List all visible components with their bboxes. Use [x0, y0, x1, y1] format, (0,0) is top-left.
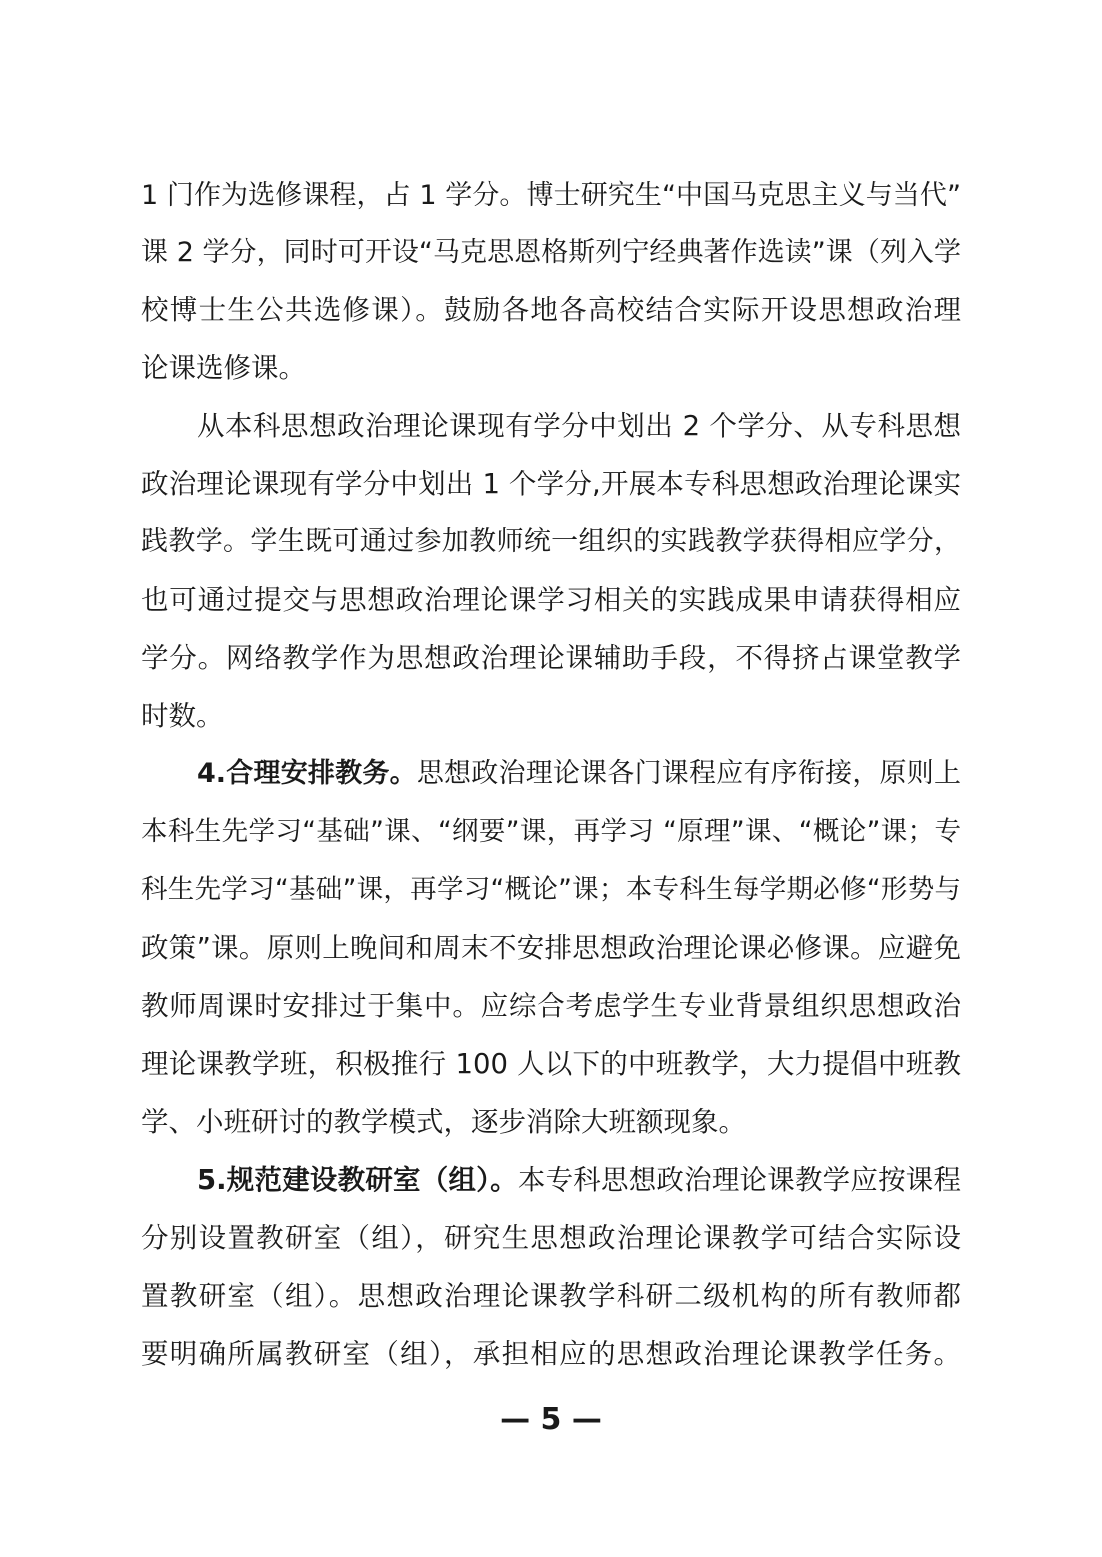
- paragraph-line: 置教研室（组）。思想政治理论课教学科研二级机构的所有教师都: [141, 1280, 961, 1312]
- paragraph-line: 也可通过提交与思想政治理论课学习相关的实践成果申请获得相应: [141, 584, 961, 616]
- paragraph-line: 要明确所属教研室（组），承担相应的思想政治理论课教学任务。: [141, 1338, 961, 1370]
- paragraph-line: 课 2 学分，同时可开设“马克思恩格斯列宁经典著作选读”课（列入学: [141, 237, 961, 268]
- paragraph-line: 分别设置教研室（组），研究生思想政治理论课教学可结合实际设: [141, 1222, 961, 1254]
- paragraph-line: 政治理论课现有学分中划出 1 个学分,开展本专科思想政治理论课实: [141, 468, 961, 500]
- section-heading-rest: 本专科思想政治理论课教学应按课程: [517, 1164, 962, 1196]
- paragraph-line: 时数。: [141, 700, 224, 732]
- paragraph-line: 学、小班研讨的教学模式，逐步消除大班额现象。: [141, 1106, 746, 1138]
- paragraph-line: [197, 1160, 961, 1200]
- paragraph-line: 践教学。学生既可通过参加教师统一组织的实践教学获得相应学分，: [141, 526, 961, 557]
- paragraph-line: 校博士生公共选修课）。鼓励各地各高校结合实际开设思想政治理: [141, 294, 961, 326]
- paragraph-line: 科生先学习“基础”课，再学习“概论”课；本专科生每学期必修“形势与: [141, 874, 961, 905]
- page-number: — 5 —: [500, 1402, 602, 1437]
- paragraph-line: 学分。网络教学作为思想政治理论课辅助手段，不得挤占课堂教学: [141, 642, 961, 674]
- paragraph-line: 理论课教学班，积极推行 100 人以下的中班教学，大力提倡中班教: [141, 1048, 961, 1080]
- paragraph-line: 本科生先学习“基础”课、“纲要”课，再学习 “原理”课、“概论”课；专: [141, 816, 961, 847]
- paragraph-line: 论课选修课。: [141, 352, 306, 384]
- section-heading: 4.合理安排教务。: [197, 758, 417, 789]
- paragraph-line: 教师周课时安排过于集中。应综合考虑学生专业背景组织思想政治: [141, 990, 961, 1022]
- paragraph-line: 政策”课。原则上晚间和周末不安排思想政治理论课必修课。应避免: [141, 932, 961, 964]
- paragraph-line: [197, 754, 961, 794]
- paragraph-line: 从本科思想政治理论课现有学分中划出 2 个学分、从专科思想: [197, 410, 961, 442]
- section-heading: 5.规范建设教研室（组）。: [197, 1164, 518, 1196]
- section-heading-rest: 思想政治理论课各门课程应有序衔接，原则上: [416, 758, 962, 789]
- paragraph-line: 1 门作为选修课程，占 1 学分。博士研究生“中国马克思主义与当代”: [141, 180, 961, 211]
